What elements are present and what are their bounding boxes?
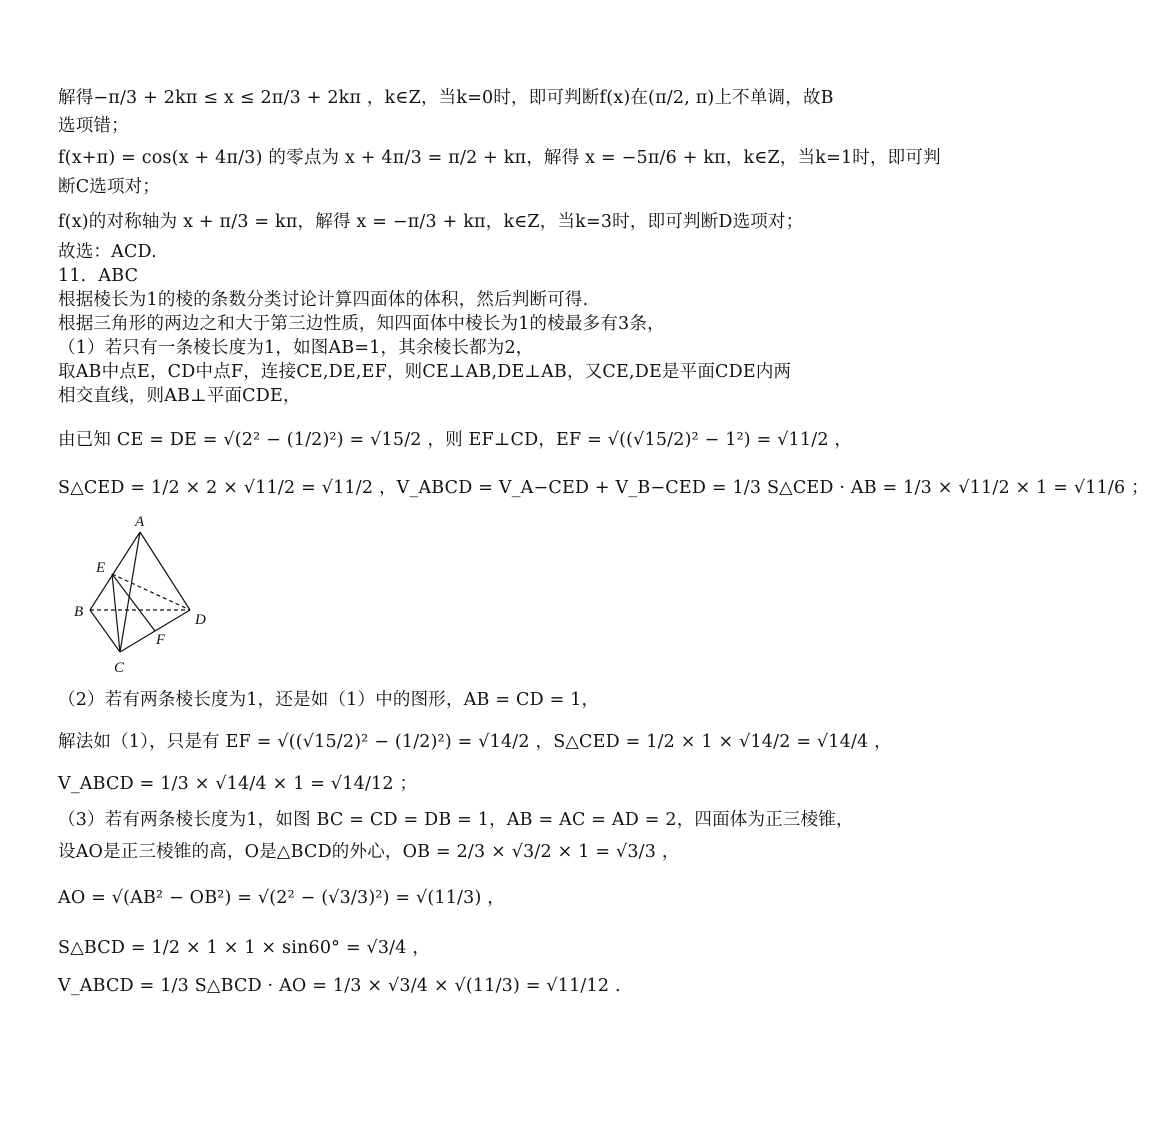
case-1-construct-line: 取AB中点E，CD中点F，连接CE,DE,EF，则CE⊥AB,DE⊥AB，又CE,DE是平面CDE内两: [58, 362, 792, 382]
label-e: E: [96, 560, 106, 576]
solution-line-4: 断C选项对；: [58, 177, 161, 197]
segment-ec: [112, 574, 120, 652]
label-c: C: [114, 660, 125, 676]
case-1-volume-line: S△CED = 1/2 × 2 × √11/2 = √11/2 ，V_ABCD = V_A−CED + V_B−CED = 1/3 S△CED · AB = 1/3 × √11/2 × 1 = √11/6 ；: [58, 478, 1149, 498]
answer-line: 故选：ACD.: [58, 242, 157, 262]
case-2-volume-line: V_ABCD = 1/3 × √14/4 × 1 = √14/12 ；: [58, 774, 418, 794]
case-1-lengths-line: 由已知 CE = DE = √(2² − (1/2)²) = √15/2 ，则 EF⊥CD，EF = √((√15/2)² − 1²) = √11/2 ，: [58, 430, 853, 450]
case-1-line: （1）若只有一条棱长度为1，如图AB=1，其余棱长都为2，: [58, 338, 534, 358]
label-f: F: [156, 632, 166, 648]
case-3-height-line: AO = √(AB² − OB²) = √(2² − (√3/3)²) = √(11/3) ，: [58, 888, 505, 908]
label-a: A: [135, 514, 145, 530]
case-3-area-line: S△BCD = 1/2 × 1 × 1 × sin60° = √3/4 ，: [58, 938, 431, 958]
case-2-calc-line: 解法如（1），只是有 EF = √((√15/2)² − (1/2)²) = √14/2 ，S△CED = 1/2 × 1 × √14/2 = √14/4 ，: [58, 732, 892, 752]
question-11-header: 11．ABC: [58, 266, 139, 286]
case-3-volume-line: V_ABCD = 1/3 S△BCD · AO = 1/3 × √3/4 × √(11/3) = √11/12 .: [58, 976, 621, 996]
edge-ac: [120, 532, 140, 652]
case-3-center-line: 设AO是正三棱锥的高，O是△BCD的外心，OB = 2/3 × √3/2 × 1 = √3/3 ，: [58, 842, 680, 862]
case-3-line: （3）若有两条棱长度为1，如图 BC = CD = DB = 1，AB = AC = AD = 2，四面体为正三棱锥，: [58, 810, 854, 830]
solution-line-1: 解得−π/3 + 2kπ ≤ x ≤ 2π/3 + 2kπ ，k∈Z，当k=0时，即可判断f(x)在(π/2, π)上不单调，故B: [58, 88, 834, 108]
label-d: D: [195, 612, 206, 628]
segment-ef: [112, 574, 155, 631]
label-b: B: [74, 604, 84, 620]
reasoning-line: 根据三角形的两边之和大于第三边性质，知四面体中棱长为1的棱最多有3条，: [58, 314, 665, 334]
edge-bc: [90, 610, 120, 652]
case-2-line: （2）若有两条棱长度为1，还是如（1）中的图形，AB = CD = 1，: [58, 690, 600, 710]
case-1-perp-line: 相交直线，则AB⊥平面CDE，: [58, 386, 301, 406]
solution-line-3: f(x+π) = cos(x + 4π/3) 的零点为 x + 4π/3 = π/2 + kπ，解得 x = −5π/6 + kπ，k∈Z，当k=1时，即可判: [58, 148, 941, 168]
method-line: 根据棱长为1的棱的条数分类讨论计算四面体的体积，然后判断可得.: [58, 290, 589, 310]
tetrahedron-figure: [60, 512, 240, 682]
solution-line-5: f(x)的对称轴为 x + π/3 = kπ，解得 x = −π/3 + kπ，k∈Z，当k=3时，即可判断D选项对；: [58, 212, 804, 232]
solution-line-2: 选项错；: [58, 116, 129, 136]
